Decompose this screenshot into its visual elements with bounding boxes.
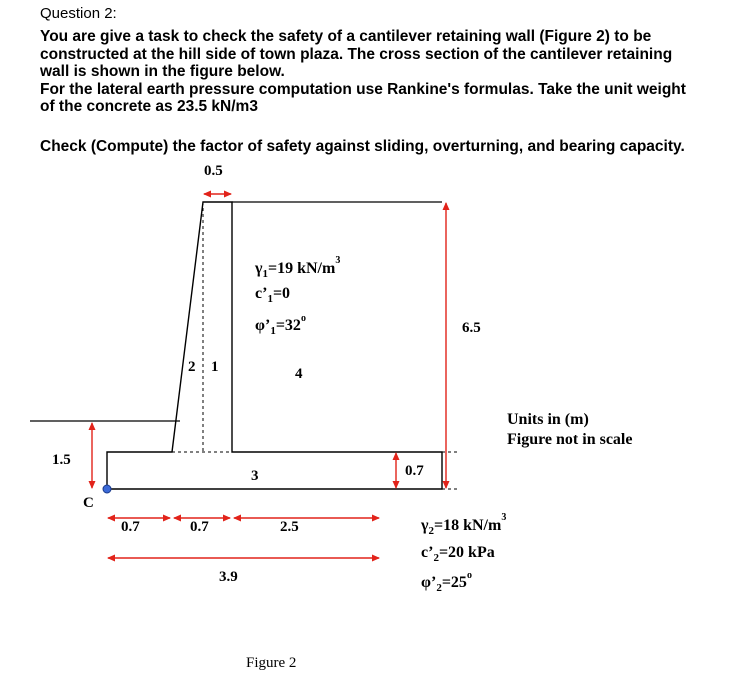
- zone-3-label: 3: [251, 468, 259, 484]
- question-task: Check (Compute) the factor of safety against sliding, overturning, and bearing capacity.: [40, 138, 685, 155]
- zone-1-label: 1: [211, 359, 219, 375]
- figure-caption: Figure 2: [246, 655, 297, 671]
- soil2-friction-angle: $\varphi’_2=25^o$: [421, 570, 472, 594]
- point-c-marker: [103, 485, 111, 493]
- dim-base-total-label: 3.9: [219, 569, 238, 585]
- dim-heel-label: 2.5: [280, 519, 299, 535]
- dim-stem-base-label: 0.7: [190, 519, 209, 535]
- question-line: You are give a task to check the safety of a cantilever retaining wall (Figure 2) to be: [40, 28, 652, 45]
- soil2-cohesion: $c’_2=20$ kPa: [421, 544, 495, 564]
- point-c-label: C: [83, 495, 94, 511]
- zone-4-label: 4: [295, 366, 303, 382]
- wall-outline: [107, 202, 442, 489]
- question-heading: Question 2:: [40, 5, 117, 22]
- dim-toe-label: 0.7: [121, 519, 140, 535]
- dim-wall-height-label: 6.5: [462, 320, 481, 336]
- question-line: of the concrete as 23.5 kN/m3: [40, 98, 258, 115]
- scale-note: Figure not in scale: [507, 431, 633, 448]
- soil1-cohesion: $c’_1=0$: [255, 285, 291, 305]
- question-line: wall is shown in the figure below.: [40, 63, 285, 80]
- dim-base-thickness-label: 0.7: [405, 463, 424, 479]
- soil2-unit-weight: $\gamma_2=18$ $kN/m^3$: [421, 512, 507, 537]
- zone-2-label: 2: [188, 359, 196, 375]
- question-line: constructed at the hill side of town plaza. The cross section of the cantilever retaining: [40, 45, 673, 63]
- dim-stem-top-label: 0.5: [204, 163, 223, 179]
- units-note: Units in (m): [507, 411, 589, 428]
- soil1-friction-angle: $\varphi’_1=32^o$: [255, 313, 306, 337]
- dim-front-fill-label: 1.5: [52, 452, 71, 468]
- soil1-unit-weight: $\gamma_1=19$ $kN/m^3$: [255, 255, 341, 280]
- question-line: For the lateral earth pressure computation use Rankine's formulas. Take the unit weight: [40, 80, 686, 98]
